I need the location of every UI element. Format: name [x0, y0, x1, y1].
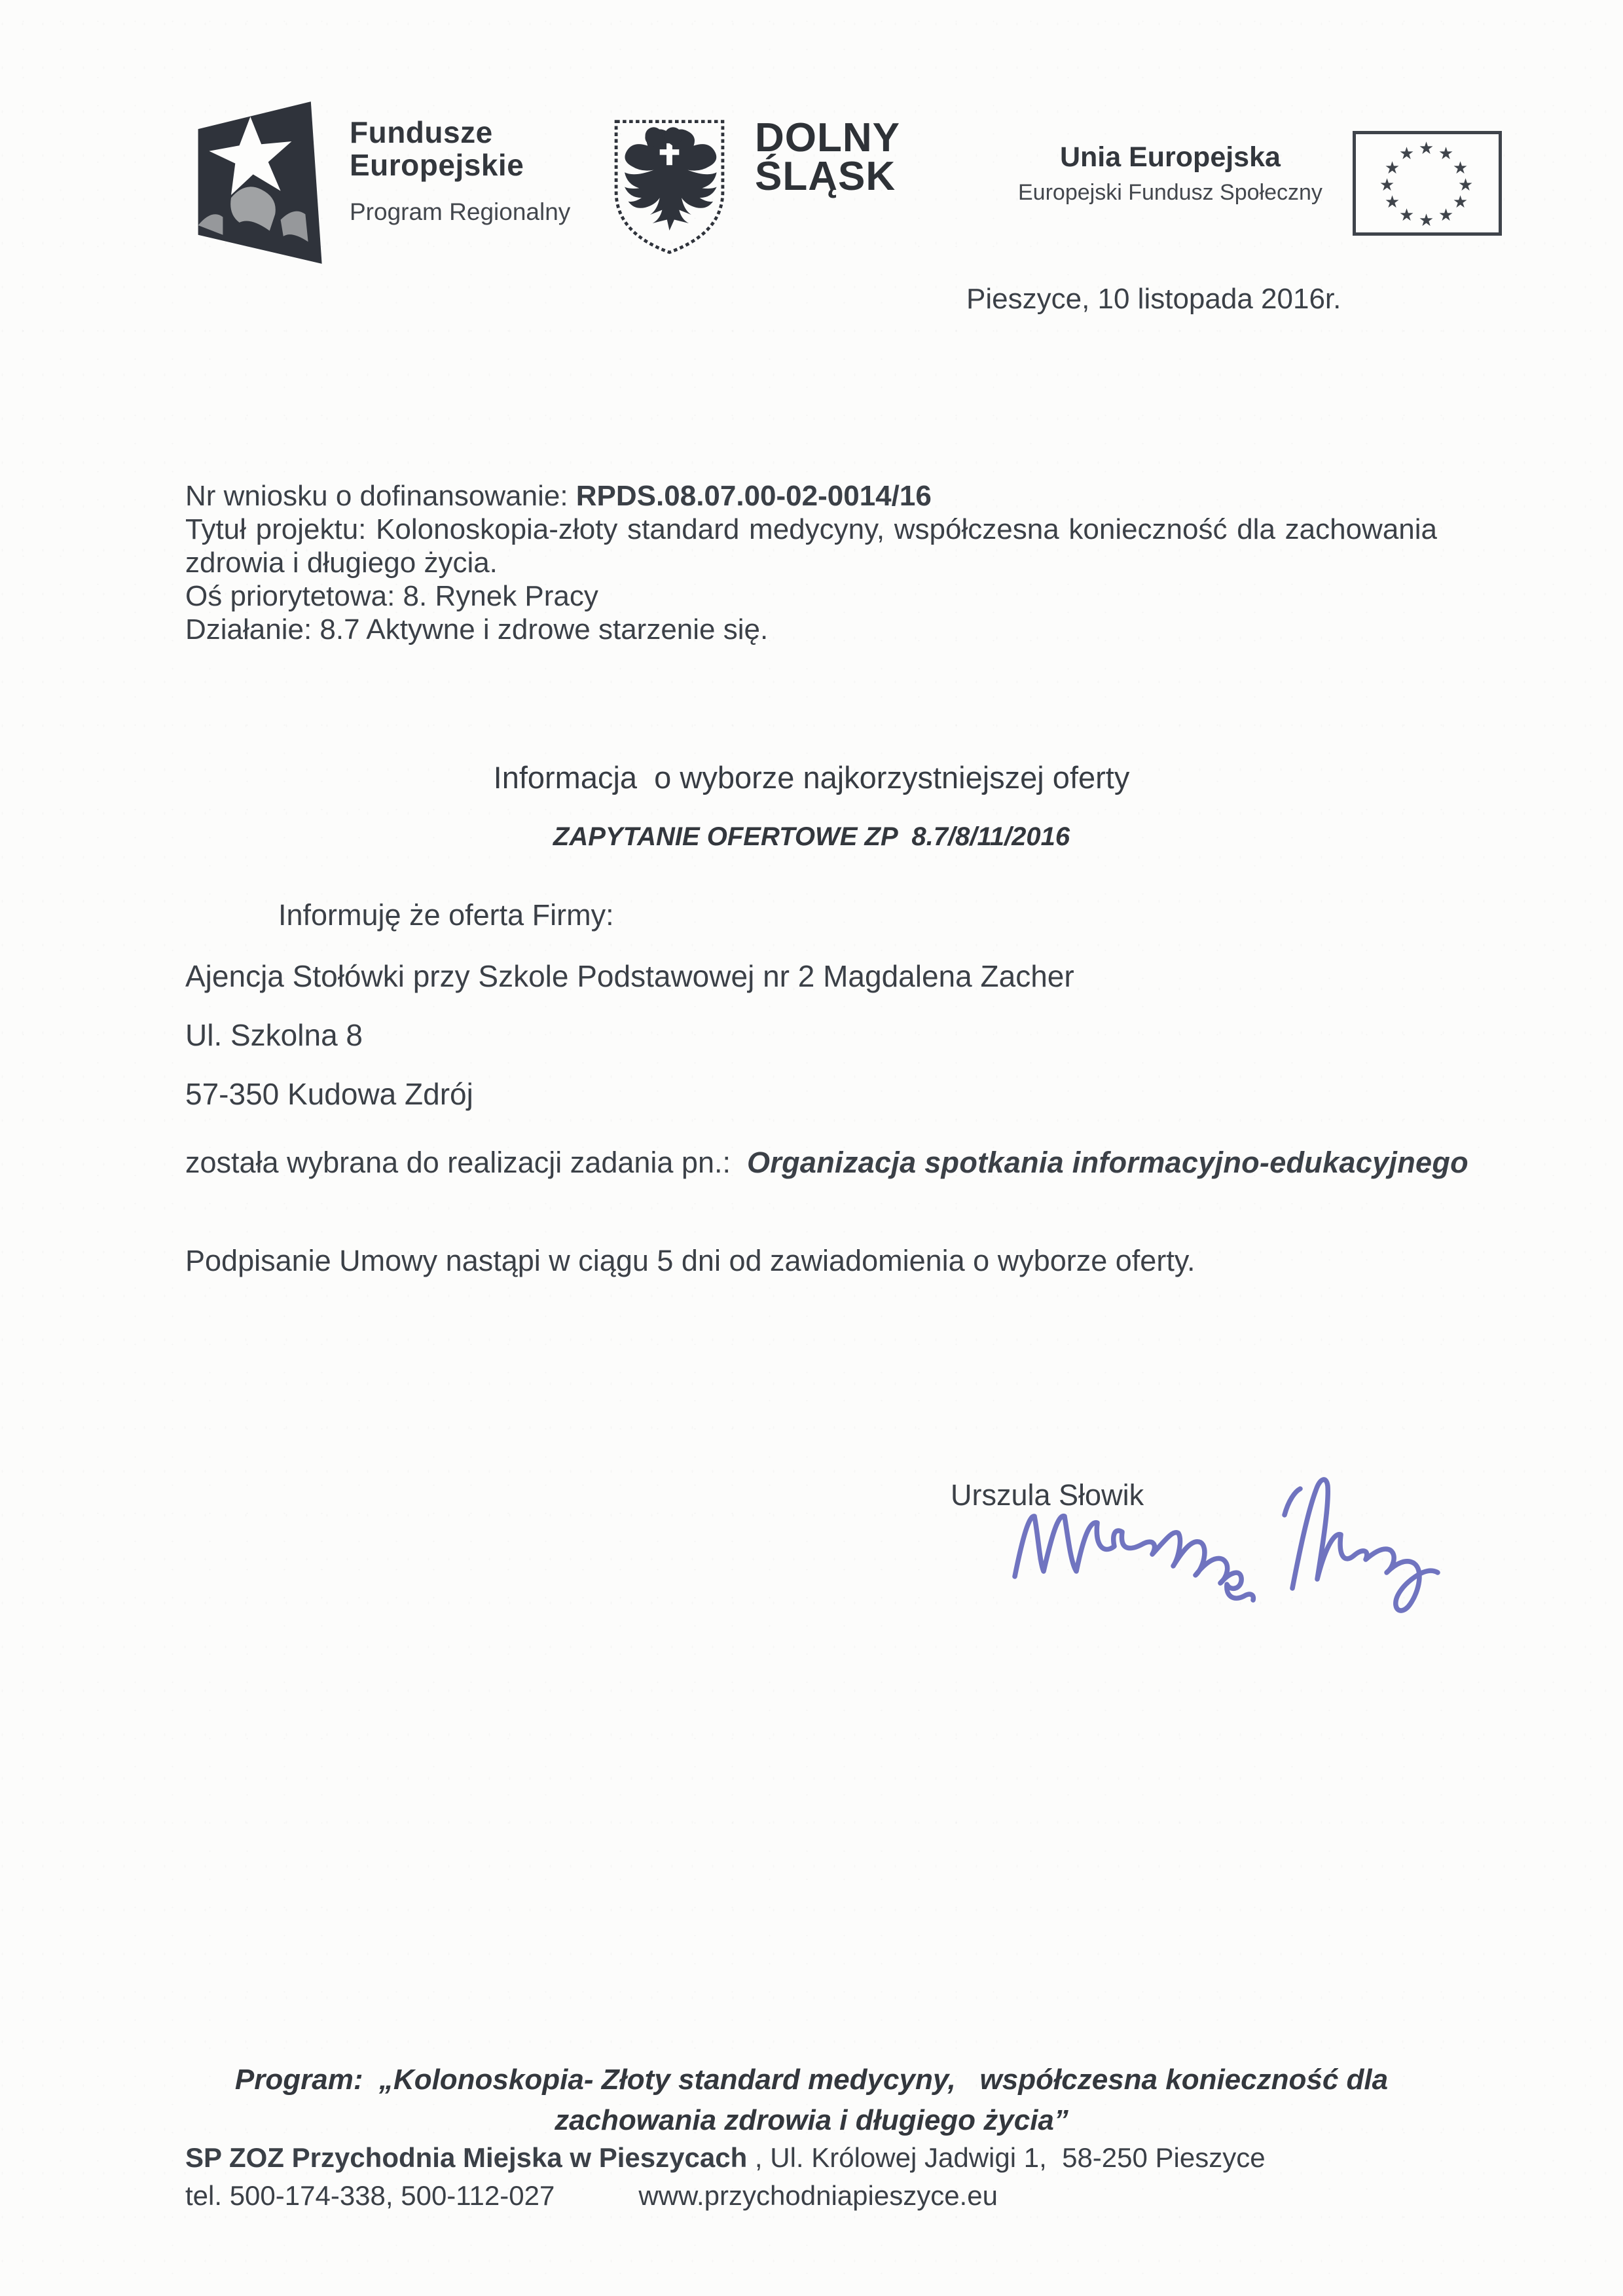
handwritten-signature [1000, 1460, 1498, 1643]
logo-fundusze-text [350, 98, 570, 226]
logo-unia-subtitle: Europejski Fundusz Społeczny [1018, 180, 1322, 205]
action-line: Działanie: 8.7 Aktywne i zdrowe starzenie się. [185, 613, 769, 646]
program-footer-line1: Program: „Kolonoskopia- Złoty standard medycyny, współczesna konieczność dla [234, 2064, 1389, 2096]
logo-fundusze-europejskie [190, 98, 570, 267]
application-number-value: RPDS.08.07.00-02-0014/16 [575, 480, 932, 512]
logo-dolny-slask [609, 117, 900, 257]
logo-dolny-slask-title: DOLNY ŚLĄSK [755, 115, 900, 199]
company-city-line: 57-350 Kudowa Zdrój [185, 1077, 473, 1111]
selection-prefix: została wybrana do realizacji zadania pn.: [185, 1146, 747, 1179]
clinic-address-rest: , Ul. Królowej Jadwigi 1, 58-250 Pieszyce [747, 2142, 1266, 2173]
phone-numbers: tel. 500-174-338, 500-112-027 [185, 2180, 555, 2211]
logo-unia-europejska [1018, 131, 1502, 236]
logo-fundusze-subtitle: Program Regionalny [350, 198, 571, 226]
company-street-line: Ul. Szkolna 8 [185, 1018, 363, 1052]
application-number-label: Nr wniosku o dofinansowanie: [185, 480, 576, 512]
letter-heading: Informacja o wyborze najkorzystniejszej oferty [493, 760, 1130, 795]
letter-subheading: ZAPYTANIE OFERTOWE ZP 8.7/8/11/2016 [553, 822, 1070, 851]
selection-task-name: Organizacja spotkania informacyjno-edukacyjnego [747, 1146, 1468, 1179]
eu-funds-flag-icon [190, 98, 327, 267]
intro-line: Informuję że oferta Firmy: [278, 898, 614, 932]
contact-line [185, 2180, 998, 2212]
selection-line [185, 1146, 1468, 1180]
eu-flag-icon: ★ ★ ★ ★ ★ ★ ★ ★ ★ ★ ★ ★ [1353, 131, 1502, 236]
priority-axis-line: Oś priorytetowa: 8. Rynek Pracy [185, 580, 598, 612]
dolny-slask-crest-icon [609, 117, 730, 257]
logo-fundusze-title: Fundusze Europejskie [350, 115, 524, 182]
reference-block [185, 479, 1437, 646]
signing-info-line: Podpisanie Umowy nastąpi w ciągu 5 dni od zawiadomienia o wyborze oferty. [185, 1244, 1195, 1277]
application-number-line [185, 479, 1437, 513]
clinic-name: SP ZOZ Przychodnia Miejska w Pieszycach [185, 2142, 748, 2173]
project-title-line: Tytuł projektu: Kolonoskopia-złoty standard medycyny, współczesna konieczność dla zachowania zdrowia i długiego życia. [185, 513, 1437, 579]
logo-unia-title: Unia Europejska [1059, 141, 1281, 173]
clinic-address-line [185, 2142, 1266, 2174]
date-line: Pieszyce, 10 listopada 2016r. [966, 283, 1341, 315]
signatory-name: Urszula Słowik [951, 1478, 1144, 1512]
company-name-line: Ajencja Stołówki przy Szkole Podstawowej nr 2 Magdalena Zacher [185, 959, 1074, 993]
program-footer-line2: zachowania zdrowia i długiego życia” [555, 2104, 1068, 2136]
logo-unia-text [1018, 131, 1322, 206]
website-url: www.przychodniapieszyce.eu [638, 2180, 998, 2211]
